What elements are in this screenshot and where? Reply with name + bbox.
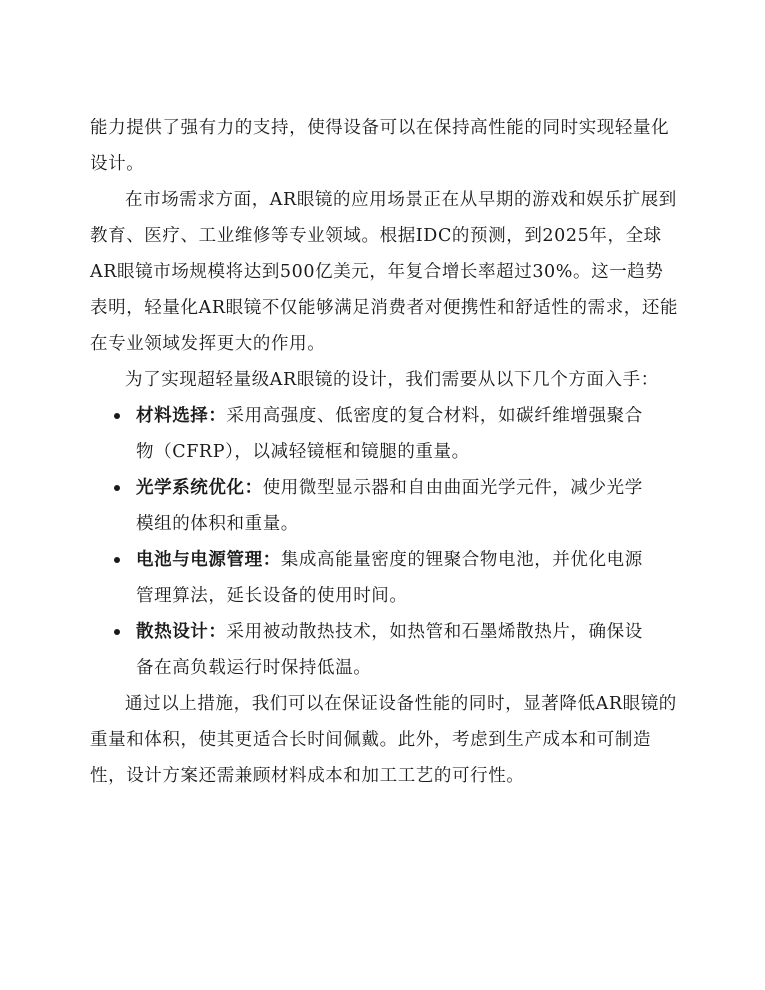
list-item-term: 光学系统优化： xyxy=(136,478,263,498)
document-body xyxy=(90,110,680,794)
list-item-text: 采用被动散热技术，如热管和石墨烯散热片，确保设备在高负载运行时保持低温。 xyxy=(136,622,643,678)
list-item-text: 集成高能量密度的锂聚合物电池，并优化电源管理算法，延长设备的使用时间。 xyxy=(136,550,643,606)
design-measures-list xyxy=(90,398,680,686)
list-item-body xyxy=(136,614,656,686)
list-item-term: 电池与电源管理： xyxy=(136,550,281,570)
list-item xyxy=(90,470,680,542)
list-item xyxy=(90,542,680,614)
list-item-body xyxy=(136,398,656,470)
paragraph-continuation: 能力提供了强有力的支持，使得设备可以在保持高性能的同时实现轻量化设计。 xyxy=(90,118,670,174)
list-item xyxy=(90,614,680,686)
paragraph-design-intro: 为了实现超轻量级AR眼镜的设计，我们需要从以下几个方面入手： xyxy=(125,370,659,390)
list-item-text: 使用微型显示器和自由曲面光学元件，减少光学模组的体积和重量。 xyxy=(136,478,643,534)
bullet-dot xyxy=(114,485,120,491)
list-item-body xyxy=(136,542,656,614)
bullet-dot xyxy=(114,629,120,635)
list-item-term: 散热设计： xyxy=(136,622,227,642)
list-item-term: 材料选择： xyxy=(136,406,227,426)
bullet-dot xyxy=(114,557,120,563)
list-item-body xyxy=(136,470,656,542)
list-item xyxy=(90,398,680,470)
paragraph-conclusion: 通过以上措施，我们可以在保证设备性能的同时，显著降低AR眼镜的重量和体积，使其更适合长时间佩戴。此外，考虑到生产成本和可制造性，设计方案还需兼顾材料成本和加工工艺的可行性。 xyxy=(90,694,677,786)
list-item-text: 采用高强度、低密度的复合材料，如碳纤维增强聚合物（CFRP），以减轻镜框和镜腿的重量。 xyxy=(136,406,643,462)
paragraph-market-demand: 在市场需求方面，AR眼镜的应用场景正在从早期的游戏和娱乐扩展到教育、医疗、工业维修等专业领域。根据IDC的预测，到2025年，全球AR眼镜市场规模将达到500亿美元，年复合增长率超过30%。这一趋势表明，轻量化AR眼镜不仅能够满足消费者对便携性和舒适性的需求，还能在专业领域发挥更大的作用。 xyxy=(90,190,679,354)
bullet-dot xyxy=(114,413,120,419)
